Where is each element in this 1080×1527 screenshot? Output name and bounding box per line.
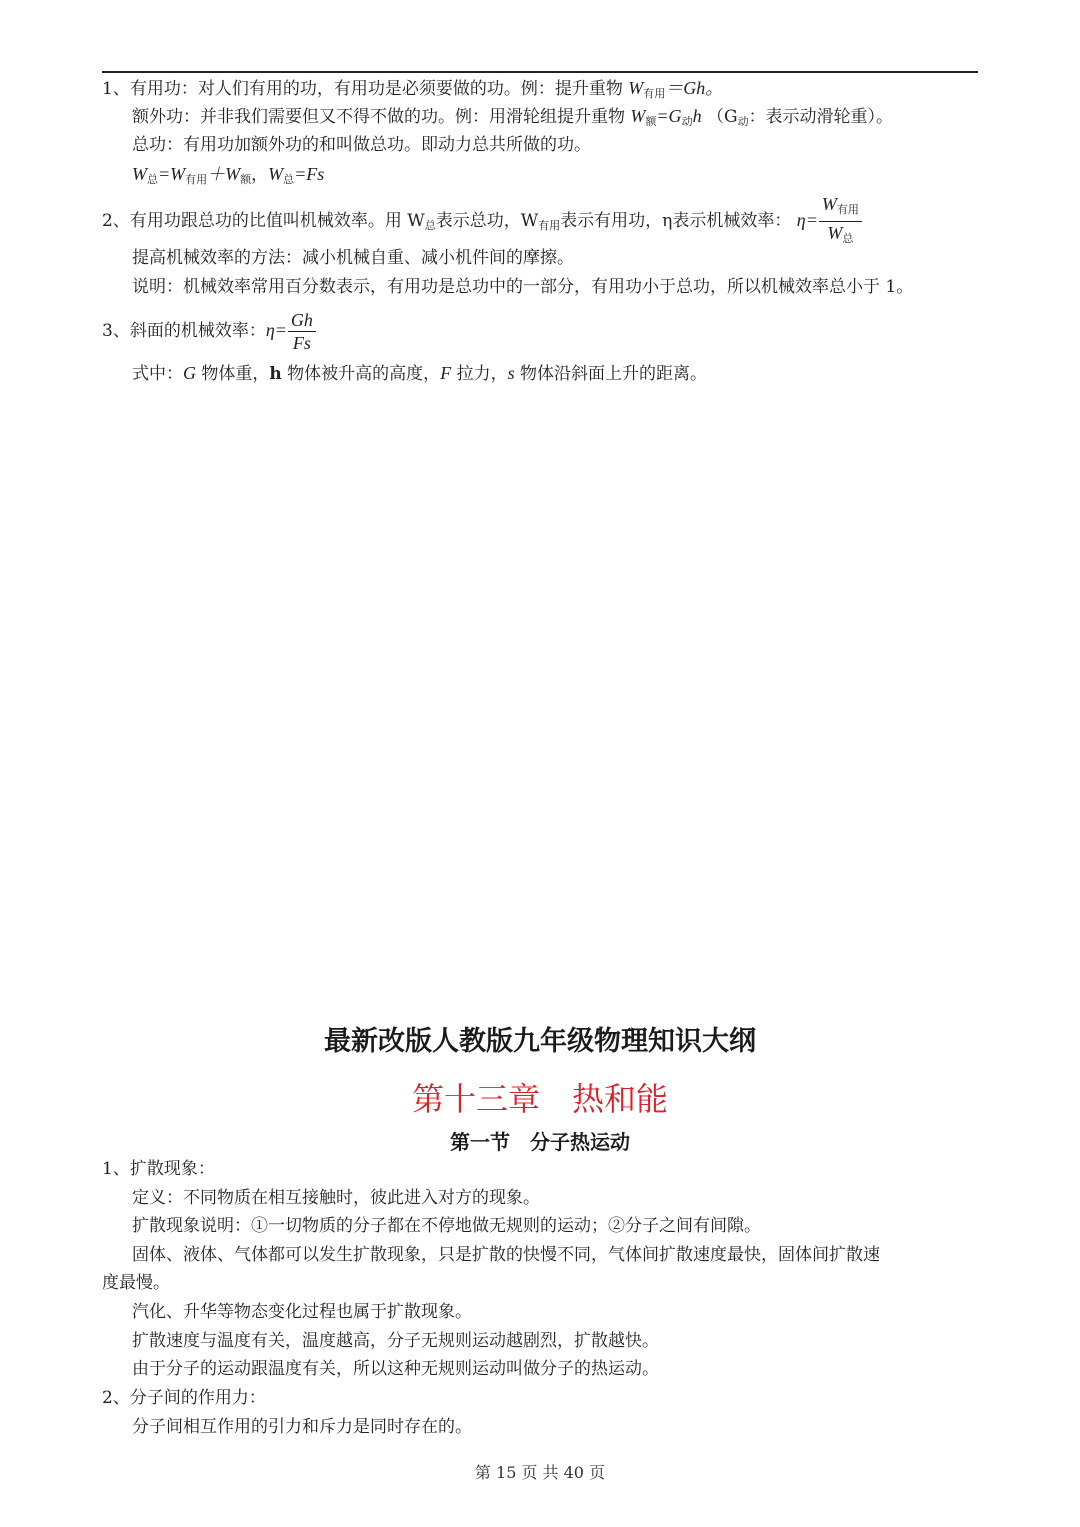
formula-comma: ，: [251, 165, 269, 185]
diffusion-states-line: 固体、液体、气体都可以发生扩散现象，只是扩散的快慢不同，气体间扩散速度最快，固体间扩散速: [132, 1245, 880, 1265]
improve-efficiency-line: 提高机械效率的方法：减小机械自重、减小机件间的摩擦。: [132, 248, 574, 268]
formula-sub: 动: [737, 115, 749, 128]
formula-sub: 额: [645, 115, 657, 128]
chapter-title: 第十三章 热和能: [411, 1080, 668, 1118]
efficiency-def-line: [102, 194, 862, 244]
formula-w: ＋W: [207, 164, 241, 184]
vars-text: 式中：: [132, 364, 183, 384]
formula-sub: 总: [842, 232, 854, 245]
diffusion-heading: 1、扩散现象：: [102, 1159, 215, 1179]
thermal-motion-line: 由于分子的运动跟温度有关，所以这种无规则运动叫做分子的热运动。: [132, 1359, 659, 1379]
formula-sub: 额: [240, 173, 252, 186]
section-title: 第一节 分子热运动: [450, 1130, 630, 1154]
eta-symbol: η=: [265, 320, 287, 340]
vars-text: 物体重，: [196, 364, 270, 384]
incline-vars-line: [132, 362, 707, 384]
formula-sub: 有用: [538, 219, 561, 232]
extra-work-text: 额外功：并非我们需要但又不得不做的功。例：用滑轮组提升重物: [132, 107, 625, 127]
var-s: s: [507, 363, 515, 383]
formula-w: =W: [158, 164, 186, 184]
formula-w: W: [821, 194, 837, 214]
formula-sub: 动: [681, 115, 693, 128]
efficiency-text: 表示总功，W: [435, 211, 539, 231]
formula-w: W: [630, 106, 646, 126]
diffusion-temperature: 扩散速度与温度有关，温度越高，分子无规则运动越剧烈，扩散越快。: [132, 1331, 659, 1351]
vars-text: 物体被升高的高度，: [281, 364, 441, 384]
formula-sub: 有用: [643, 87, 666, 100]
efficiency-text: 2、有用功跟总功的比值叫机械效率。用 W: [102, 211, 425, 231]
molecular-force-heading: 2、分子间的作用力：: [102, 1388, 266, 1408]
efficiency-fraction: [819, 194, 862, 249]
var-f: F: [440, 363, 452, 383]
formula-rest: ＝Gh。: [665, 78, 724, 98]
formula-sub: 有用: [836, 203, 859, 216]
formula-fs: =Fs: [294, 164, 325, 184]
page-footer: 第 15 页 共 40 页: [474, 1463, 606, 1482]
fraction-denominator: Fs: [292, 333, 311, 353]
incline-text: 3、斜面的机械效率：: [102, 321, 266, 341]
diffusion-definition: 定义：不同物质在相互接触时，彼此进入对方的现象。: [132, 1188, 540, 1208]
formula-h: h: [692, 106, 702, 126]
formula-sub: 总: [147, 173, 158, 186]
diffusion-explanation: 扩散现象说明：①一切物质的分子都在不停地做无规则的运动；②分子之间有间隙。: [132, 1216, 761, 1236]
diffusion-phase-change: 汽化、升华等物态变化过程也属于扩散现象。: [132, 1302, 472, 1322]
incline-fraction: [288, 310, 316, 353]
formula-sub: 有用: [185, 173, 208, 186]
formula-eq: =G: [656, 106, 682, 126]
extra-work-line: [132, 105, 893, 127]
formula-w: W: [628, 78, 644, 98]
vars-text: 物体沿斜面上升的距离。: [514, 364, 708, 384]
useful-work-text: 1、有用功：对人们有用的功，有用功是必须要做的功。例：提升重物: [102, 79, 623, 99]
formula-sub: 总: [424, 219, 436, 232]
useful-work-line: [102, 77, 723, 99]
vars-text: 拉力，: [451, 364, 508, 384]
efficiency-text: 表示有用功，η表示机械效率：: [560, 211, 792, 231]
molecular-force-line: 分子间相互作用的引力和斥力是同时存在的。: [132, 1417, 472, 1437]
formula-sub: 总: [283, 173, 295, 186]
eta-symbol: η=: [796, 210, 818, 230]
fraction-numerator: Gh: [288, 310, 316, 332]
total-work-line: 总功：有用功加额外功的和叫做总功。即动力总共所做的功。: [132, 135, 591, 155]
formula-note: （G: [706, 107, 738, 127]
incline-efficiency-line: [102, 308, 316, 358]
top-rule: [102, 71, 978, 73]
efficiency-note-line: 说明：机械效率常用百分数表示，有用功是总功中的一部分，有用功小于总功，所以机械效率总小于 1。: [132, 277, 914, 297]
formula-w: W: [132, 164, 147, 184]
total-work-formula: [132, 163, 324, 185]
formula-w: W: [827, 223, 843, 243]
document-title: 最新改版人教版九年级物理知识大纲: [324, 1026, 756, 1057]
var-g: G: [183, 363, 196, 383]
diffusion-states-line-cont: 度最慢。: [102, 1273, 170, 1293]
formula-note: ：表示动滑轮重）。: [748, 107, 894, 127]
formula-w: W: [268, 164, 284, 184]
var-h: h: [269, 364, 282, 384]
